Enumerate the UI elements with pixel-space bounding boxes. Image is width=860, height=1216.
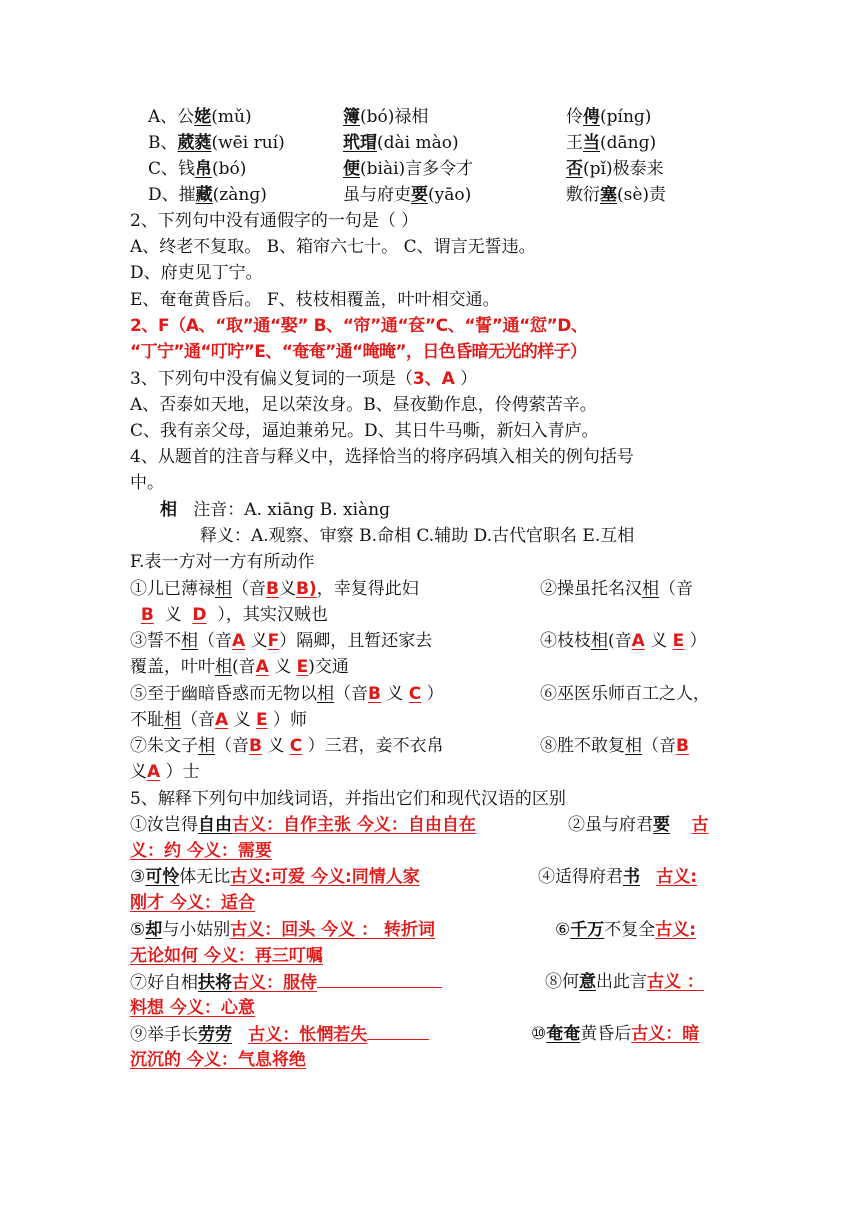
q4-item-3: ③誓不相（音A 义F）隔卿，且暂还家去: [130, 631, 433, 651]
q4-meanings-line1: 释义：A.观察、审察 B.命相 C.辅助 D.古代官职名 E.互相: [200, 526, 635, 546]
q5-item-10-cont: 沉沉的 今义：气息将绝: [130, 1050, 306, 1070]
q4-meanings-line2: F.表一方对一方有所动作: [130, 552, 315, 572]
q5-item-8-cont: 料想 今义：心意: [130, 998, 255, 1018]
q4-head-char: 相: [160, 500, 177, 520]
q5-item-6: ⑥千万不复全古义:: [555, 920, 697, 940]
q5-item-2: ②虽与府君要 古: [568, 815, 709, 835]
q4-item-8: ⑧胜不敢复相（音B: [540, 736, 689, 756]
q4-item-2: ②操虽托名汉相（音: [540, 579, 693, 599]
q1-row1-col1: A、公姥(mǔ): [148, 107, 252, 127]
q5-item-4: ④适得府君书 古义:: [538, 867, 698, 887]
q1-row2-col2: 玳瑁(dài mào): [343, 133, 459, 153]
q2-stem: 2、下列句中没有通假字的一句是（ ）: [130, 211, 419, 231]
q5-item-9: ⑨举手长劳劳 古义：怅惘若失: [130, 1021, 429, 1048]
q5-stem: 5、解释下列句中加线词语，并指出它们和现代汉语的区别: [130, 789, 566, 809]
q4-item-2-cont: B 义 D ），其实汉贼也: [140, 605, 328, 625]
answer-blank-line: [317, 969, 442, 988]
q1-row4-col1: D、摧藏(zànɡ): [148, 185, 267, 205]
q1-row3-col2: 便(biài)言多令才: [343, 159, 474, 179]
q3-stem: 3、下列句中没有偏义复词的一项是（3、A ）: [130, 369, 478, 389]
q5-item-10: ⑩奄奄黄昏后古义：暗: [531, 1024, 700, 1044]
q4-stem-line2: 中。: [130, 473, 164, 493]
q5-item-1: ①汝岂得自由古义：自作主张 今义：自由自在: [130, 815, 476, 835]
q1-row2-col1: B、葳蕤(wēi ruí): [148, 133, 285, 153]
q1-row4-col3: 敷衍塞(sè)责: [566, 185, 667, 205]
q4-item-5: ⑤至于幽暗昏惑而无物以相（音B 义 C ）: [130, 684, 444, 704]
q5-item-4-cont: 刚才 今义：适合: [130, 893, 255, 913]
q3-options-line1: A、否泰如天地，足以荣汝身。B、昼夜勤作息，伶俜萦苦辛。: [130, 395, 597, 415]
q1-row3-col3: 否(pǐ)极泰来: [566, 159, 664, 179]
q4-item-6: ⑥巫医乐师百工之人，: [540, 684, 710, 704]
q2-options-line2: D、府吏见丁宁。: [130, 263, 263, 283]
q1-row3-col1: C、钱帛(bó): [148, 159, 247, 179]
q3-options-line2: C、我有亲父母，逼迫兼弟兄。D、其日牛马嘶，新妇入青庐。: [130, 421, 599, 441]
q1-row4-col2: 虽与府吏要(yāo): [343, 185, 472, 205]
q5-item-8: ⑧何意出此言古义 ：: [545, 972, 704, 992]
q2-answer-line1: 2、F（A、“取”通“娶” B、“帘”通“奁”C、“誓”通“愆”D、: [130, 316, 588, 336]
q4-item-4-cont: 覆盖，叶叶相(音A 义 E)交通: [130, 657, 349, 677]
q1-row1-col3: 伶俜(pínɡ): [566, 107, 652, 127]
q4-item-8-cont: 义A ）士: [130, 762, 200, 782]
q4-item-6-cont: 不耻相（音A 义 E ）师: [130, 710, 308, 730]
q2-options-line3: E、奄奄黄昏后。 F、枝枝相覆盖，叶叶相交通。: [130, 290, 500, 310]
q5-item-2-cont: 义：约 今义：需要: [130, 841, 272, 861]
q2-options-line1: A、终老不复取。 B、箱帘六七十。 C、谓言无誓违。: [130, 237, 536, 257]
q4-pronunciation: 相 注音：A. xiānɡ B. xiànɡ: [160, 500, 390, 520]
q5-item-5: ⑤却与小姑别古义：回头 今义 ： 转折词: [130, 920, 436, 940]
answer-blank-line: [367, 1021, 429, 1040]
q5-item-6-cont: 无论如何 今义：再三叮嘱: [130, 946, 323, 966]
q4-item-1: ①儿已薄禄相（音B义B)，幸复得此妇: [130, 579, 419, 599]
q1-row2-col3: 王当(dānɡ): [566, 133, 657, 153]
q1-row1-col2: 簿(bó)禄相: [343, 107, 429, 127]
q4-item-7: ⑦朱文子相（音B 义 C ）三君，妾不衣帛: [130, 736, 444, 756]
q5-item-7: ⑦好自相扶将古义：服侍: [130, 969, 442, 996]
q4-item-4: ④枝枝相(音A 义 E ）: [540, 631, 707, 651]
q4-stem-line1: 4、从题首的注音与释义中，选择恰当的将序码填入相关的例句括号: [130, 447, 634, 467]
q2-answer-line2: “丁宁”通“叮咛”E、“奄奄”通“晻晻”，日色昏暗无光的样子）: [130, 342, 587, 362]
q5-item-3: ③可怜体无比古义:可爱 今义:同情人家: [130, 867, 420, 887]
q3-answer: 3、A: [412, 369, 455, 389]
